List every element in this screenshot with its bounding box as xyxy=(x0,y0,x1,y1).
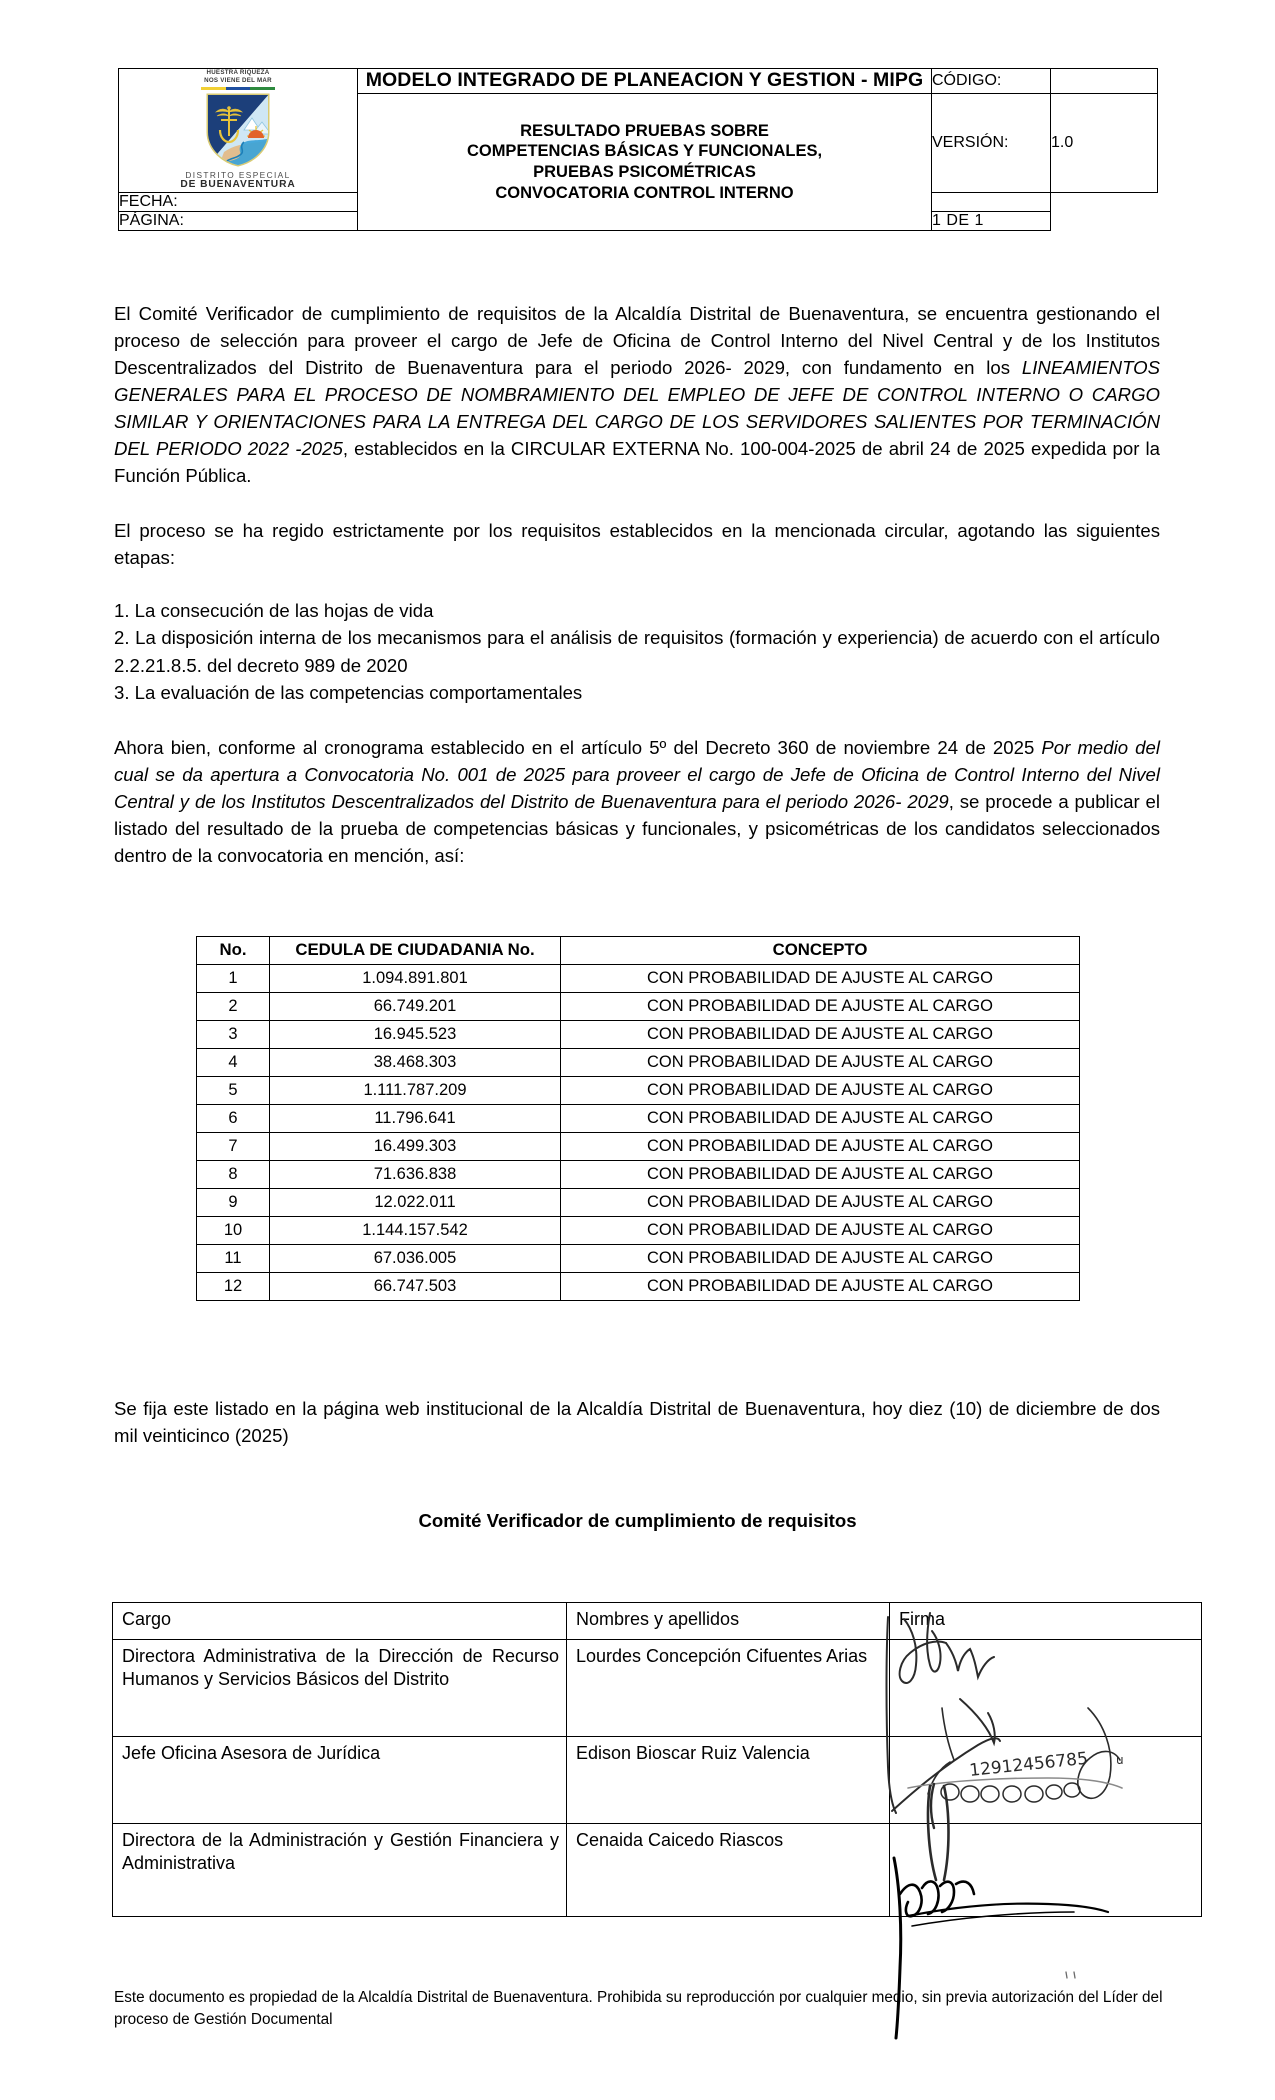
cell-no: 5 xyxy=(197,1077,270,1105)
results-table-header-row xyxy=(197,937,1080,965)
cell-concepto: CON PROBABILIDAD DE AJUSTE AL CARGO xyxy=(561,965,1080,993)
paragraph-2: El proceso se ha regido estrictamente por los requisitos establecidos en la mencionada circular, agotando las siguientes etapas: xyxy=(114,520,1160,569)
paragraph-1-part1: El Comité Verificador de cumplimiento de requisitos de la Alcaldía Distrital de Buenaventura, se encuentra gestionando el proceso de selección para proveer el cargo de Jefe de Oficina de Control Interno del Nivel Central y de los Institutos Descentralizados del Distrito de Buenaventura para el periodo 2026- 2029, con fundamento en los xyxy=(114,303,1160,379)
table-row xyxy=(197,1049,1080,1077)
signature-col-header-nombre: Nombres y apellidos xyxy=(567,1603,890,1640)
table-row xyxy=(197,1273,1080,1301)
cell-cedula: 1.111.787.209 xyxy=(270,1077,561,1105)
svg-text:u: u xyxy=(1116,1753,1124,1767)
document-footer: Este documento es propiedad de la Alcaldía Distrital de Buenaventura. Prohibida su reproducción por cualquier medio, sin previa autorización del Líder del proceso de Gestión Documental xyxy=(114,1989,1163,2029)
cell-cedula: 67.036.005 xyxy=(270,1245,561,1273)
signature-nombre: Edison Bioscar Ruiz Valencia xyxy=(567,1737,890,1824)
header-label-pagina: PÁGINA: xyxy=(119,212,358,231)
cell-no: 9 xyxy=(197,1189,270,1217)
cell-concepto: CON PROBABILIDAD DE AJUSTE AL CARGO xyxy=(561,1049,1080,1077)
signature-row xyxy=(113,1737,1202,1824)
cell-no: 10 xyxy=(197,1217,270,1245)
signature-firma xyxy=(890,1640,1202,1737)
signature-cargo: Directora de la Administración y Gestión Financiera y Administrativa xyxy=(113,1824,567,1917)
etapa-item-1: 1. La consecución de las hojas de vida xyxy=(114,600,434,622)
paragraph-4: Se fija este listado en la página web institucional de la Alcaldía Distrital de Buenaventura, hoy diez (10) de diciembre de dos mil veinticinco (2025) xyxy=(114,1398,1160,1447)
cell-cedula: 16.499.303 xyxy=(270,1133,561,1161)
cell-concepto: CON PROBABILIDAD DE AJUSTE AL CARGO xyxy=(561,1273,1080,1301)
table-row xyxy=(197,1021,1080,1049)
paragraph-1 xyxy=(114,300,1160,489)
cell-concepto: CON PROBABILIDAD DE AJUSTE AL CARGO xyxy=(561,1245,1080,1273)
cell-no: 12 xyxy=(197,1273,270,1301)
signature-table xyxy=(112,1602,1202,1917)
header-label-fecha: FECHA: xyxy=(119,193,358,212)
cell-no: 6 xyxy=(197,1105,270,1133)
table-row xyxy=(197,1133,1080,1161)
logo-motto xyxy=(163,69,313,86)
signature-cargo: Jefe Oficina Asesora de Jurídica xyxy=(113,1737,567,1824)
header-sub-line-1: RESULTADO PRUEBAS SOBRE xyxy=(520,121,769,140)
table-row xyxy=(197,965,1080,993)
cell-concepto: CON PROBABILIDAD DE AJUSTE AL CARGO xyxy=(561,1021,1080,1049)
paragraph-1-italic: LINEAMIENTOS GENERALES PARA EL PROCESO DE NOMBRAMIENTO DEL EMPLEO DE JEFE DE CONTROL INTERNO O CARGO SIMILAR Y ORIENTACIONES PARA LA ENTREGA DEL CARGO DE LOS SERVIDORES SALIENTES POR TERMINACIÓN DEL PERIODO 2022 -2025 xyxy=(114,357,1160,460)
logo-name-line2: DE BUENAVENTURA xyxy=(180,179,296,191)
logo-tricolor-bars xyxy=(201,87,275,90)
table-row xyxy=(197,1189,1080,1217)
results-col-header-concepto: CONCEPTO xyxy=(561,937,1080,965)
logo-motto-line2: NOS VIENE DEL MAR xyxy=(204,77,272,85)
document-header-table xyxy=(118,68,1158,231)
cell-cedula: 11.796.641 xyxy=(270,1105,561,1133)
shield-icon xyxy=(204,92,272,168)
signature-row xyxy=(113,1824,1202,1917)
paragraph-3-part2: , se procede a publicar el listado del resultado de la prueba de competencias básicas y funcionales, y psicométricas de los candidatos seleccionados dentro de la convocatoria en mención, así: xyxy=(114,790,1160,866)
results-col-header-cedula: CEDULA DE CIUDADANIA No. xyxy=(270,937,561,965)
cell-cedula: 71.636.838 xyxy=(270,1161,561,1189)
header-label-version: VERSIÓN: xyxy=(932,93,1051,192)
cell-cedula: 12.022.011 xyxy=(270,1189,561,1217)
signature-col-header-firma: Firma xyxy=(890,1603,1202,1640)
table-row xyxy=(197,1105,1080,1133)
committee-signature-title: Comité Verificador de cumplimiento de requisitos xyxy=(418,1510,857,1531)
header-main-title: MODELO INTEGRADO DE PLANEACION Y GESTION - MIPG xyxy=(358,69,932,94)
table-row xyxy=(197,1217,1080,1245)
header-label-codigo: CÓDIGO: xyxy=(932,69,1051,94)
logo-name-line1: DISTRITO ESPECIAL xyxy=(185,169,291,180)
cell-cedula: 16.945.523 xyxy=(270,1021,561,1049)
cell-cedula: 1.144.157.542 xyxy=(270,1217,561,1245)
cell-no: 1 xyxy=(197,965,270,993)
cell-no: 8 xyxy=(197,1161,270,1189)
signature-row xyxy=(113,1640,1202,1737)
etapas-list xyxy=(114,597,1160,705)
signature-table-header-row xyxy=(113,1603,1202,1640)
cell-concepto: CON PROBABILIDAD DE AJUSTE AL CARGO xyxy=(561,1105,1080,1133)
buenaventura-logo xyxy=(163,69,313,190)
header-value-codigo xyxy=(1051,69,1158,94)
signature-col-header-cargo: Cargo xyxy=(113,1603,567,1640)
header-value-pagina: 1 DE 1 xyxy=(932,212,1051,231)
header-logo-cell xyxy=(119,69,358,193)
cell-cedula: 66.747.503 xyxy=(270,1273,561,1301)
signature-nombre: Lourdes Concepción Cifuentes Arias xyxy=(567,1640,890,1737)
header-sub-title xyxy=(358,93,932,230)
cell-concepto: CON PROBABILIDAD DE AJUSTE AL CARGO xyxy=(561,1189,1080,1217)
logo-motto-line1: HUESTRA RIQUEZA xyxy=(206,69,270,76)
closing-paragraph-wrap xyxy=(114,1395,1160,1449)
etapa-item-2: 2. La disposición interna de los mecanismos para el análisis de requisitos (formación y experiencia) de acuerdo con el artículo 2.2.21.8.5. del decreto 989 de 2020 xyxy=(114,627,1160,676)
header-value-version: 1.0 xyxy=(1051,93,1158,192)
results-table xyxy=(196,936,1080,1301)
cell-concepto: CON PROBABILIDAD DE AJUSTE AL CARGO xyxy=(561,1133,1080,1161)
document-body xyxy=(114,300,1160,869)
header-sub-line-4: CONVOCATORIA CONTROL INTERNO xyxy=(495,183,794,202)
cell-cedula: 38.468.303 xyxy=(270,1049,561,1077)
cell-concepto: CON PROBABILIDAD DE AJUSTE AL CARGO xyxy=(561,1077,1080,1105)
table-row xyxy=(197,993,1080,1021)
paragraph-3-part1: Ahora bien, conforme al cronograma establecido en el artículo 5º del Decreto 360 de noviembre 24 de 2025 xyxy=(114,736,1042,758)
cell-cedula: 1.094.891.801 xyxy=(270,965,561,993)
table-row xyxy=(197,1077,1080,1105)
paragraph-3-italic: Por medio del cual se da apertura a Convocatoria No. 001 de 2025 para proveer el cargo de Jefe de Oficina de Control Interno del Nivel Central y de los Institutos Descentralizados del Distrito de Buenaventura para el periodo 2026- 2029 xyxy=(114,736,1160,812)
signature-cargo: Directora Administrativa de la Dirección de Recurso Humanos y Servicios Básicos del Distrito xyxy=(113,1640,567,1737)
cell-concepto: CON PROBABILIDAD DE AJUSTE AL CARGO xyxy=(561,993,1080,1021)
cell-no: 3 xyxy=(197,1021,270,1049)
paragraph-3 xyxy=(114,734,1160,869)
signature-nombre: Cenaida Caicedo Riascos xyxy=(567,1824,890,1917)
cell-no: 7 xyxy=(197,1133,270,1161)
cell-cedula: 66.749.201 xyxy=(270,993,561,1021)
table-row xyxy=(197,1245,1080,1273)
table-row xyxy=(197,1161,1080,1189)
header-sub-line-2: COMPETENCIAS BÁSICAS Y FUNCIONALES, xyxy=(466,142,823,161)
signature-firma xyxy=(890,1824,1202,1917)
header-sub-line-3: PRUEBAS PSICOMÉTRICAS xyxy=(533,162,756,181)
cell-concepto: CON PROBABILIDAD DE AJUSTE AL CARGO xyxy=(561,1217,1080,1245)
cell-concepto: CON PROBABILIDAD DE AJUSTE AL CARGO xyxy=(561,1161,1080,1189)
paragraph-1-part2: , establecidos en la CIRCULAR EXTERNA No. 100-004-2025 de abril 24 de 2025 expedida por la Función Pública. xyxy=(114,438,1160,487)
results-col-header-no: No. xyxy=(197,937,270,965)
cell-no: 4 xyxy=(197,1049,270,1077)
cell-no: 2 xyxy=(197,993,270,1021)
header-value-fecha xyxy=(932,193,1051,212)
etapa-item-3: 3. La evaluación de las competencias comportamentales xyxy=(114,681,583,703)
svg-text:12912456785: 12912456785 xyxy=(968,1748,1089,1781)
signature-firma xyxy=(890,1737,1202,1824)
cell-no: 11 xyxy=(197,1245,270,1273)
